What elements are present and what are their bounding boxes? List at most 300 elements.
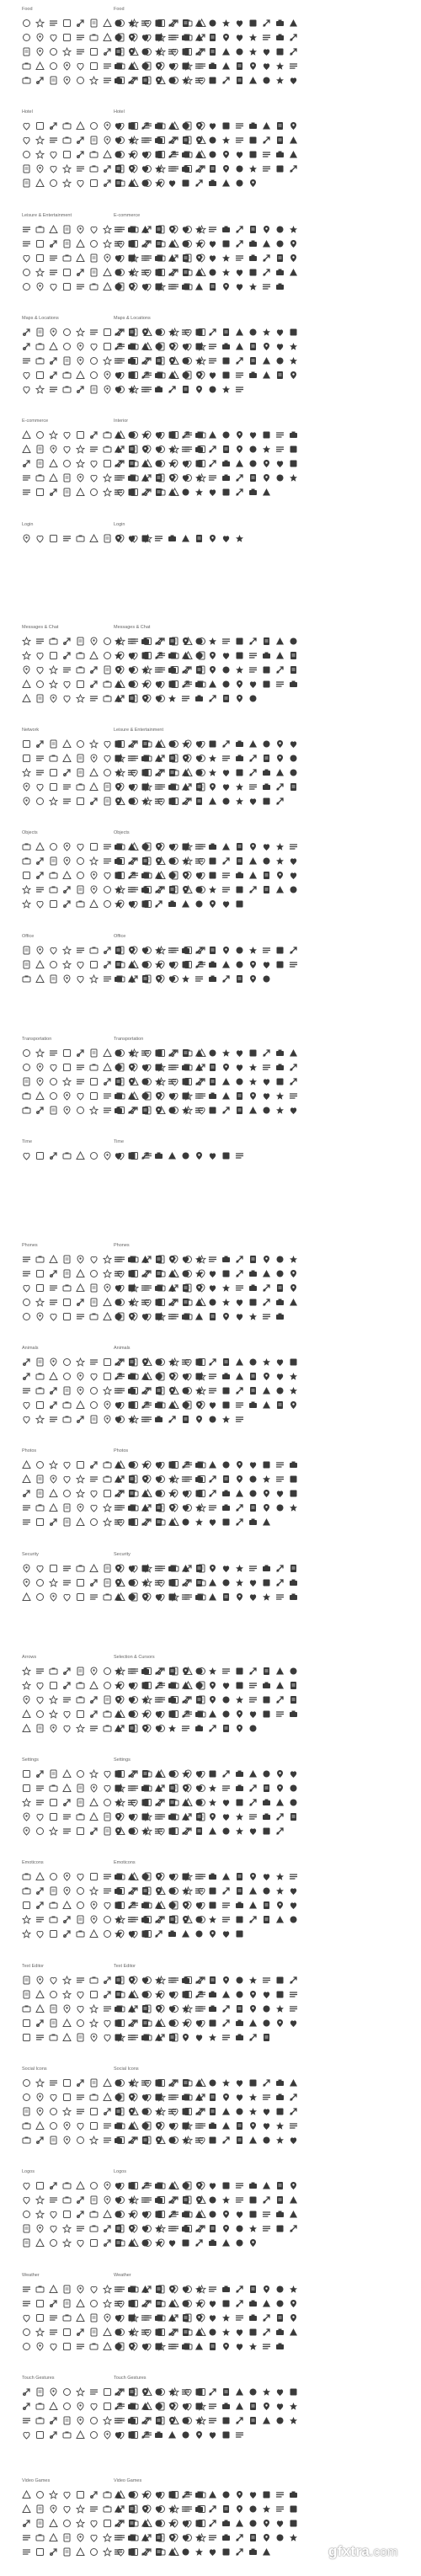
rotate-icon: [262, 1709, 271, 1719]
pin-icon: [22, 385, 31, 394]
magnet-icon: [235, 885, 244, 894]
ghost-icon: [154, 2490, 163, 2499]
card-icon: [49, 459, 58, 468]
cart-icon: [114, 445, 123, 454]
store-icon: [195, 430, 204, 440]
alarm-icon: [168, 1564, 177, 1573]
key-icon: [195, 1564, 204, 1573]
sliders-icon: [141, 1812, 150, 1821]
sword-icon: [168, 2547, 177, 2557]
sun-icon: [22, 2313, 31, 2323]
truck-icon: [275, 473, 285, 483]
italic-icon: [127, 2019, 136, 2028]
comment-icon: [141, 637, 150, 646]
usb-icon: [221, 739, 231, 749]
pinch-icon: [195, 2416, 204, 2425]
mask-icon: [262, 253, 271, 263]
smile-icon: [114, 1915, 123, 1924]
gamepad-icon: [248, 239, 258, 248]
flash-icon: [154, 1489, 163, 1498]
css3-logo-icon: [181, 2210, 190, 2219]
navigation-icon: [221, 356, 231, 365]
percent-icon: [248, 430, 258, 440]
car-icon: [114, 1091, 123, 1101]
firefox-logo-icon: [248, 2181, 258, 2190]
store-icon: [195, 445, 204, 454]
pin-icon: [262, 871, 271, 880]
bold-icon: [22, 1990, 31, 1999]
rotate-gesture-icon: [221, 2387, 231, 2397]
swipe-right-icon: [235, 2402, 244, 2411]
shower-icon: [208, 136, 217, 145]
hammer-icon: [168, 885, 177, 894]
smile-icon: [22, 1872, 31, 1881]
backpack-icon: [289, 885, 298, 894]
gift-icon: [208, 430, 217, 440]
focus-icon: [262, 1517, 271, 1527]
filter-icon: [195, 1784, 204, 1793]
map-icon: [127, 342, 136, 351]
target-icon: [208, 371, 217, 380]
icon-grid-right: [114, 2078, 298, 2145]
key-icon: [35, 136, 45, 145]
snow-icon: [154, 2328, 163, 2337]
community-icon: [262, 2093, 271, 2102]
config-icon: [275, 1827, 285, 1836]
like-icon: [22, 2136, 31, 2145]
rotate-gesture-icon: [22, 2416, 31, 2425]
headphones-icon: [235, 225, 244, 234]
wink-icon: [154, 1901, 163, 1910]
angry-icon: [168, 1872, 177, 1881]
owl-icon: [221, 1415, 231, 1424]
chrome-logo-icon: [235, 2238, 244, 2248]
phone-icon: [22, 1298, 31, 1307]
rss-icon: [76, 2093, 85, 2102]
drag-icon: [76, 2430, 85, 2440]
control-icon: [248, 1784, 258, 1793]
html5-logo-icon: [168, 2210, 177, 2219]
key-icon: [127, 150, 136, 159]
mention-icon: [275, 2093, 285, 2102]
section-title-left: Maps & Locations: [22, 316, 59, 321]
envelope-icon: [127, 680, 136, 689]
cloud-icon: [35, 782, 45, 792]
bell-icon: [49, 164, 58, 173]
arrow-right-icon: [154, 1681, 163, 1690]
ethernet-icon: [248, 782, 258, 792]
hammer-icon: [76, 871, 85, 880]
hub-icon: [262, 739, 271, 749]
italic-icon: [127, 2004, 136, 2013]
hand-pointer-icon: [289, 1695, 298, 1704]
castle-icon: [275, 2533, 285, 2542]
tools-icon: [76, 1769, 85, 1779]
wink-icon: [62, 1886, 72, 1896]
rainbow-icon: [248, 2342, 258, 2351]
trophy-icon: [235, 2504, 244, 2514]
carrot-icon: [154, 47, 163, 56]
html5-logo-icon: [76, 2210, 85, 2219]
dog-icon: [35, 1415, 45, 1424]
box-icon: [221, 488, 231, 497]
router-icon: [141, 754, 150, 763]
storm-icon: [76, 2299, 85, 2308]
flash-icon: [154, 1503, 163, 1512]
bag-icon: [35, 488, 45, 497]
cloud-icon: [127, 2342, 136, 2351]
ball-icon: [154, 239, 163, 248]
comment-icon: [141, 651, 150, 660]
fingerprint-icon: [62, 1564, 72, 1573]
fog-icon: [208, 2342, 217, 2351]
follow-icon: [49, 2107, 58, 2116]
apple-icon: [103, 33, 112, 42]
contact-icon: [235, 1312, 244, 1321]
expand-icon: [208, 1724, 217, 1733]
sliders-icon: [49, 1769, 58, 1779]
coffee-icon: [248, 33, 258, 42]
options-icon: [289, 1784, 298, 1793]
printer-icon: [49, 974, 58, 984]
call-in-icon: [141, 1283, 150, 1293]
moon-icon: [103, 2342, 112, 2351]
cat-icon: [114, 1415, 123, 1424]
umbrella-icon: [235, 2313, 244, 2323]
film-icon: [141, 268, 150, 277]
film-icon: [49, 253, 58, 263]
fish-icon: [154, 1372, 163, 1381]
watermark-logo: [328, 2543, 398, 2560]
smile-icon: [22, 1929, 31, 1939]
chrome-logo-icon: [235, 2195, 244, 2205]
call-out-icon: [154, 1312, 163, 1321]
gift-icon: [208, 473, 217, 483]
indent-icon: [208, 1976, 217, 1985]
sword-icon: [168, 2519, 177, 2528]
shower-icon: [208, 150, 217, 159]
controller-icon: [114, 2519, 123, 2528]
bag-icon: [127, 488, 136, 497]
list-icon: [195, 2019, 204, 2028]
send-icon: [181, 665, 190, 675]
envelope-icon: [127, 665, 136, 675]
key-icon: [35, 164, 45, 173]
arrow-left-icon: [141, 1667, 150, 1676]
bottle-icon: [49, 33, 58, 42]
undo-icon: [181, 1709, 190, 1719]
lens-icon: [208, 1489, 217, 1498]
elevator-icon: [248, 150, 258, 159]
swipe-right-icon: [289, 2387, 298, 2397]
key-icon: [103, 1592, 112, 1602]
rotate-icon: [262, 1667, 271, 1676]
pinch-icon: [248, 2402, 258, 2411]
share-icon: [35, 2121, 45, 2131]
section-title-left: Network: [22, 728, 40, 733]
quote-icon: [235, 637, 244, 646]
hashtag-icon: [181, 2078, 190, 2088]
helicopter-icon: [248, 1077, 258, 1086]
confused-icon: [275, 1915, 285, 1924]
tram-icon: [221, 1063, 231, 1072]
music-icon: [127, 268, 136, 277]
missed-call-icon: [221, 1283, 231, 1293]
arrow-up-icon: [114, 1695, 123, 1704]
shield-icon: [89, 2504, 99, 2514]
eye-icon: [49, 1578, 58, 1587]
moon-icon: [103, 2313, 112, 2323]
apple-icon: [195, 76, 204, 85]
call-out-icon: [62, 1269, 72, 1278]
bed-icon: [114, 150, 123, 159]
bird-icon: [49, 1357, 58, 1367]
hashtag-icon: [89, 2107, 99, 2116]
cool-icon: [208, 1929, 217, 1939]
bike-icon: [76, 1077, 85, 1086]
pinch-icon: [22, 2402, 31, 2411]
send-icon: [181, 651, 190, 660]
bike-icon: [168, 1106, 177, 1115]
palette-icon: [89, 282, 99, 291]
carrot-icon: [62, 76, 72, 85]
flag-icon: [62, 371, 72, 380]
ghost-icon: [154, 2504, 163, 2514]
wine-icon: [262, 61, 271, 71]
clipboard-icon: [89, 960, 99, 969]
scooter-icon: [235, 1106, 244, 1115]
burger-icon: [221, 19, 231, 28]
fingerprint-icon: [154, 1578, 163, 1587]
coffee-icon: [248, 19, 258, 28]
text-color-icon: [235, 2033, 244, 2042]
indent-icon: [208, 2033, 217, 2042]
wink-icon: [62, 1929, 72, 1939]
hail-icon: [289, 2299, 298, 2308]
contact-icon: [235, 1269, 244, 1278]
bag-icon: [35, 445, 45, 454]
flash-icon: [154, 1460, 163, 1469]
horse-icon: [168, 1357, 177, 1367]
plane-icon: [62, 1077, 72, 1086]
gear-icon: [22, 1769, 31, 1779]
follow-icon: [49, 2093, 58, 2102]
forward-icon: [262, 665, 271, 675]
wink-icon: [62, 1915, 72, 1924]
cake-icon: [89, 76, 99, 85]
watch-icon: [208, 842, 217, 851]
bee-icon: [235, 1415, 244, 1424]
quote-icon: [235, 665, 244, 675]
call-out-icon: [154, 1283, 163, 1293]
truck-icon: [195, 1077, 204, 1086]
sun-icon: [114, 2342, 123, 2351]
train-icon: [141, 1048, 150, 1058]
potion-icon: [289, 2533, 298, 2542]
link-icon: [248, 1976, 258, 1985]
card-icon: [141, 430, 150, 440]
globe-icon: [181, 328, 190, 337]
scissors-icon: [141, 842, 150, 851]
towel-icon: [103, 150, 112, 159]
quote-icon: [262, 2019, 271, 2028]
joystick-icon: [35, 2547, 45, 2557]
apple-icon: [103, 47, 112, 56]
android-logo-icon: [127, 2210, 136, 2219]
move-icon: [235, 1667, 244, 1676]
css3-logo-icon: [181, 2181, 190, 2190]
refresh-icon: [168, 1681, 177, 1690]
rain-icon: [49, 2299, 58, 2308]
ticket-icon: [114, 268, 123, 277]
signal-icon: [181, 782, 190, 792]
chart-icon: [208, 946, 217, 955]
bottle-icon: [49, 19, 58, 28]
headphones-icon: [235, 239, 244, 248]
link-icon: [62, 768, 72, 777]
turtle-icon: [208, 1357, 217, 1367]
book-icon: [275, 842, 285, 851]
rss-icon: [168, 2093, 177, 2102]
filter-icon: [195, 1769, 204, 1779]
folder-icon: [114, 946, 123, 955]
double-tap-icon: [289, 2416, 298, 2425]
sad-icon: [127, 1915, 136, 1924]
wallet-icon: [76, 488, 85, 497]
voicemail-icon: [76, 1269, 85, 1278]
guitar-icon: [76, 268, 85, 277]
hashtag-icon: [181, 2093, 190, 2102]
confused-icon: [275, 1886, 285, 1896]
bird-icon: [141, 1372, 150, 1381]
gear-icon: [22, 1827, 31, 1836]
align-center-icon: [76, 1990, 85, 1999]
double-tap-icon: [127, 2387, 136, 2397]
section-title-right: Selection & Cursors: [114, 1655, 155, 1660]
coin-icon: [208, 2519, 217, 2528]
store-icon: [103, 430, 112, 440]
mobile-icon: [127, 1312, 136, 1321]
cctv-icon: [89, 1592, 99, 1602]
cloud-icon: [127, 782, 136, 792]
pinch-icon: [114, 2402, 123, 2411]
section-title-right: Transportation: [114, 1037, 144, 1042]
burger-icon: [221, 47, 231, 56]
joystick-icon: [127, 2519, 136, 2528]
storm-icon: [76, 2285, 85, 2294]
eye-icon: [49, 1564, 58, 1573]
key-icon: [127, 121, 136, 131]
trophy-icon: [235, 2519, 244, 2528]
share-icon: [168, 797, 177, 806]
comment-icon: [195, 2078, 204, 2088]
pizza-icon: [235, 47, 244, 56]
move-icon: [235, 1724, 244, 1733]
double-tap-icon: [235, 2430, 244, 2440]
ethernet-icon: [248, 739, 258, 749]
image-icon: [35, 1517, 45, 1527]
text-color-icon: [235, 2004, 244, 2013]
tv-icon: [181, 121, 190, 131]
hashtag-icon: [89, 2136, 99, 2145]
bus-icon: [127, 1091, 136, 1101]
film-icon: [141, 225, 150, 234]
filter-icon: [103, 1798, 112, 1807]
bike-icon: [76, 1106, 85, 1115]
ticket-icon: [22, 225, 31, 234]
call-in-icon: [141, 1298, 150, 1307]
envelope-icon: [35, 694, 45, 703]
fish-icon: [76, 33, 85, 42]
traffic-light-icon: [289, 1063, 298, 1072]
rotate-gesture-icon: [114, 2416, 123, 2425]
joystick-icon: [127, 2533, 136, 2542]
carrot-icon: [62, 61, 72, 71]
list-icon: [195, 2033, 204, 2042]
at-sign-icon: [195, 680, 204, 689]
calendar-icon: [103, 974, 112, 984]
helicopter-icon: [248, 1091, 258, 1101]
toggle-icon: [154, 1784, 163, 1793]
phone-icon: [114, 1269, 123, 1278]
safe-icon: [235, 1592, 244, 1602]
compass-icon: [141, 371, 150, 380]
cake-icon: [89, 33, 99, 42]
frame-icon: [235, 1517, 244, 1527]
signal-bars-icon: [195, 1312, 204, 1321]
pencil-icon: [62, 885, 72, 894]
controller-icon: [114, 2490, 123, 2499]
align-center-icon: [76, 2019, 85, 2028]
fuel-icon: [275, 1077, 285, 1086]
key-icon: [35, 121, 45, 131]
watch-icon: [208, 871, 217, 880]
share-icon: [76, 768, 85, 777]
section-title-right: Photos: [114, 1448, 129, 1453]
arrow-down-icon: [35, 1724, 45, 1733]
android-logo-icon: [35, 2181, 45, 2190]
signpost-icon: [103, 356, 112, 365]
castle-icon: [275, 2490, 285, 2499]
ethernet-icon: [248, 754, 258, 763]
firewall-icon: [289, 768, 298, 777]
scissors-icon: [141, 885, 150, 894]
moon-icon: [103, 2285, 112, 2294]
bike-icon: [76, 1091, 85, 1101]
signpost-icon: [195, 342, 204, 351]
cow-icon: [262, 1400, 271, 1410]
underline-icon: [141, 1990, 150, 1999]
fuel-icon: [275, 1048, 285, 1058]
wrench-icon: [127, 1812, 136, 1821]
magnet-icon: [235, 842, 244, 851]
ticket-icon: [22, 239, 31, 248]
cup-icon: [114, 61, 123, 71]
paw-icon: [103, 1372, 112, 1381]
gallery-icon: [248, 1475, 258, 1484]
card-icon: [141, 488, 150, 497]
section-title-right: Hotel: [114, 109, 125, 115]
windows-logo-icon: [49, 2238, 58, 2248]
call-in-icon: [141, 1255, 150, 1264]
mailbox-icon: [208, 651, 217, 660]
ship-icon: [181, 1077, 190, 1086]
network-icon: [248, 2078, 258, 2088]
equalizer-icon: [221, 1827, 231, 1836]
check-shield-icon: [262, 1578, 271, 1587]
section-title-right: Time: [114, 1139, 125, 1144]
route-icon: [76, 342, 85, 351]
